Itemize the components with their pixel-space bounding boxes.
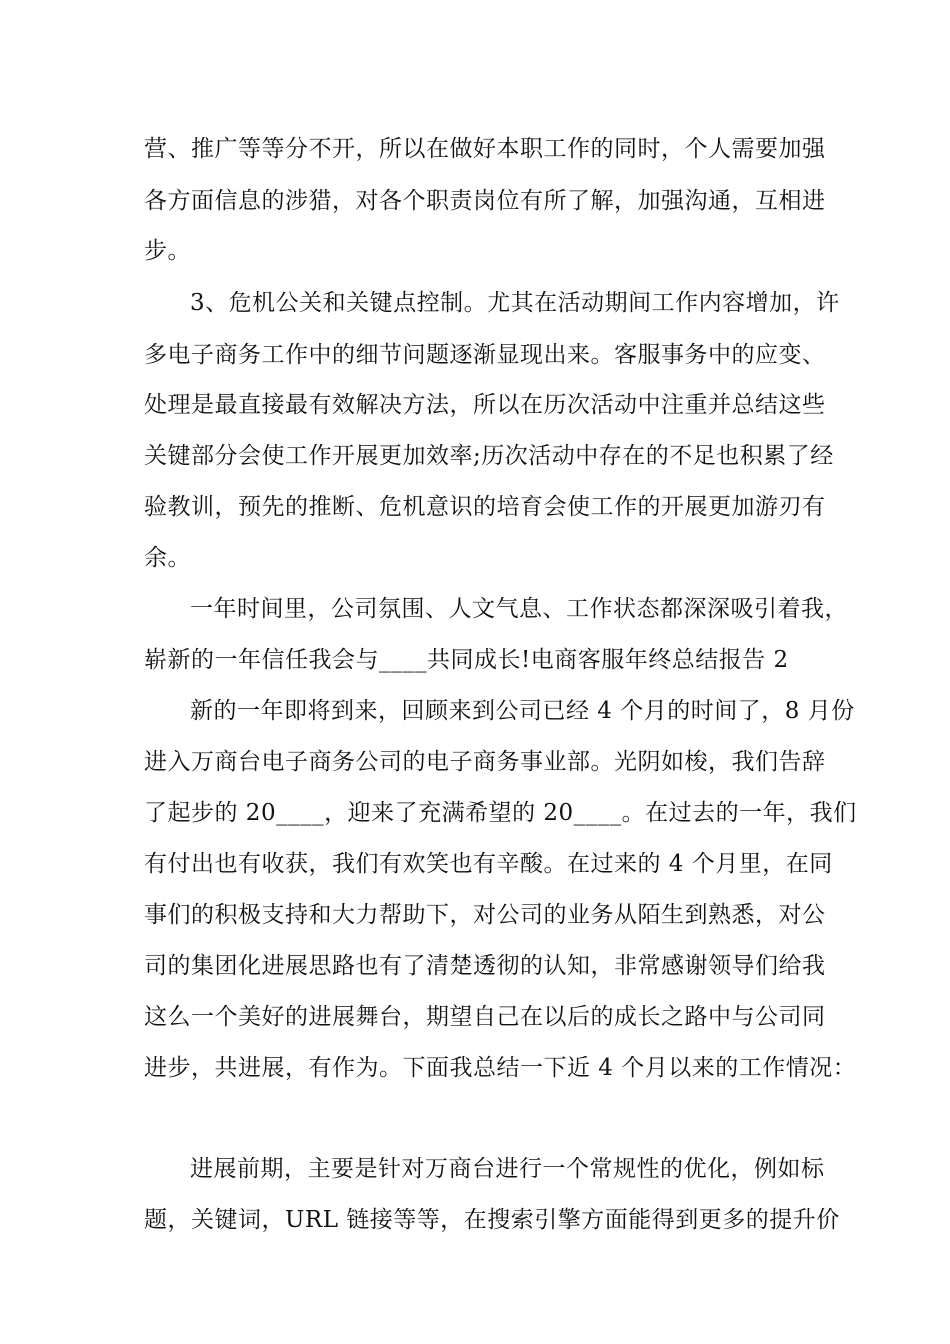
text-line: 进步，共进展，有作为。下面我总结一下近 4 个月以来的工作情况： — [144, 1055, 857, 1081]
text-line: 事们的积极支持和大力帮助下，对公司的业务从陌生到熟悉，对公 — [144, 902, 826, 928]
text-line: 关键部分会使工作开展更加效率;历次活动中存在的不足也积累了经 — [144, 443, 834, 469]
paragraph-first-line: 新的一年即将到来，回顾来到公司已经 4 个月的时间了，8 月份 — [190, 698, 855, 724]
paragraph-first-line: 进展前期，主要是针对万商台进行一个常规性的优化，例如标 — [190, 1156, 825, 1182]
paragraph-first-line: 3、危机公关和关键点控制。尤其在活动期间工作内容增加，许 — [190, 290, 840, 316]
text-line: 进入万商台电子商务公司的电子商务事业部。光阴如梭，我们告辞 — [144, 749, 826, 775]
text-line: 题，关键词，URL 链接等等，在搜索引擎方面能得到更多的提升价 — [144, 1207, 840, 1233]
paragraph-first-line: 一年时间里，公司氛围、人文气息、工作状态都深深吸引着我， — [190, 596, 848, 622]
text-line: 处理是最直接最有效解决方法，所以在历次活动中注重并总结这些 — [144, 392, 826, 418]
text-line: 司的集团化进展思路也有了清楚透彻的认知，非常感谢领导们给我 — [144, 953, 826, 979]
text-line: 步。 — [144, 238, 191, 264]
text-line: 这么一个美好的进展舞台，期望自己在以后的成长之路中与公司同 — [144, 1004, 826, 1030]
text-line: 验教训，预先的推断、危机意识的培育会使工作的开展更加游刃有 — [144, 494, 826, 520]
text-line: 余。 — [144, 545, 191, 571]
text-line: 了起步的 20____，迎来了充满希望的 20____。在过去的一年，我们 — [144, 800, 857, 826]
text-line: 多电子商务工作中的细节问题逐渐显现出来。客服事务中的应变、 — [144, 342, 826, 368]
text-line: 各方面信息的涉猎，对各个职责岗位有所了解，加强沟通，互相进 — [144, 188, 826, 214]
text-line: 有付出也有收获，我们有欢笑也有辛酸。在过来的 4 个月里，在同 — [144, 851, 833, 877]
text-line: 崭新的一年信任我会与____共同成长!电商客服年终总结报告 2 — [144, 647, 789, 673]
text-line: 营、推广等等分不开，所以在做好本职工作的同时，个人需要加强 — [144, 136, 826, 162]
